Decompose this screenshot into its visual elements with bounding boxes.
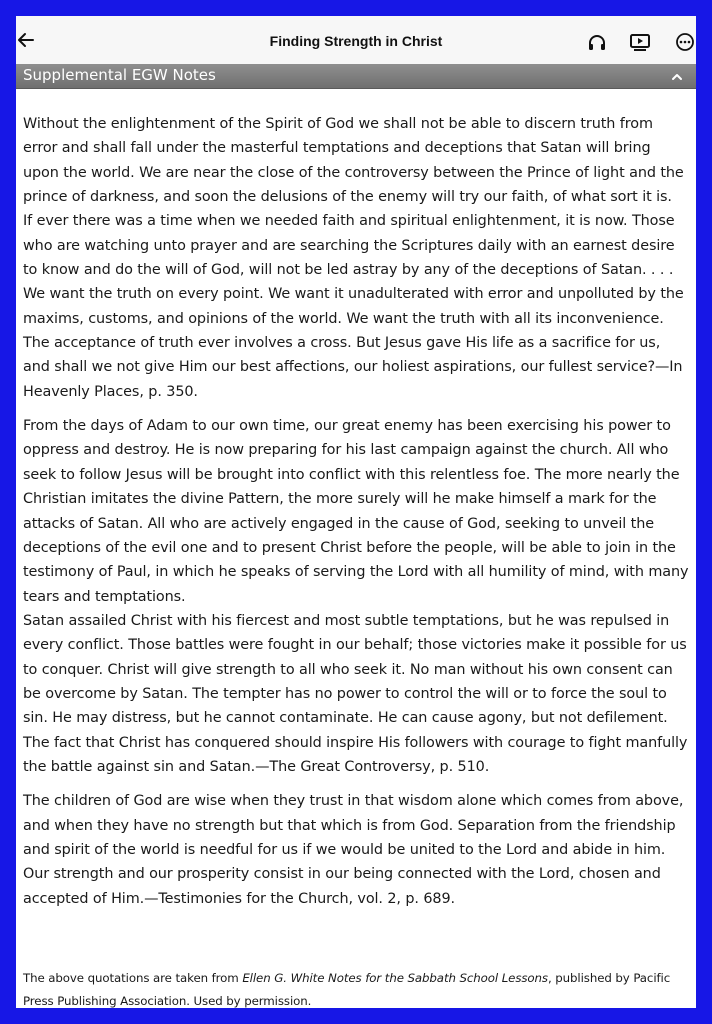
paragraph: Satan assailed Christ with his fiercest and most subtle temptations, but he was repulsed in every conflict. Those battles were fought in our behalf; those victories make it possible for us to conquer. Christ will give strength to all who seek it. No man without his own consent can be overcome by Satan. The tempter has no power to control the will or to force the soul to sin. He may distress, but he cannot contaminate. He can cause agony, but not defilement. The fact that Christ has conquered should inspire His followers with courage to fight manfully the battle against sin and Satan.—The Great Controversy, p. 510.: [23, 612, 688, 775]
attribution-footnote: [23, 967, 689, 1008]
paragraph: From the days of Adam to our own time, our great enemy has been exercising his power to oppress and destroy. He is now preparing for his last campaign against the church. All who seek to follow Jesus will be brought into conflict with this relentless foe. The more nearly the Christian imitates the divine Pattern, the more surely will he make himself a mark for the attacks of Satan. All who are actively engaged in the cause of God, seeking to unveil the deceptions of the evil one and to present Christ before the people, will be able to join in the testimony of Paul, in which he speaks of serving the Lord with all humility of mind, with many tears and temptations.: [23, 418, 689, 605]
play-video-icon[interactable]: [629, 32, 651, 52]
app-window: [16, 16, 696, 1008]
paragraph: The children of God are wise when they trust in that wisdom alone which comes from above, and when they have no strength but that which is from God. Separation from the friendship and spirit of the world is needful for us if we would be united to the Lord and abide in him. Our strength and our prosperity consist in our being connected with the Lord, chosen and accepted of Him.—Testimonies for the Church, vol. 2, p. 689.: [23, 793, 684, 907]
section-header[interactable]: [16, 64, 696, 89]
notes-content: [23, 112, 689, 911]
page-title: Finding Strength in Christ: [269, 33, 443, 49]
footnote-suffix: , published by Pacific Press Publishing Association. Used by permission.: [23, 971, 671, 1008]
top-navigation-bar: [16, 16, 696, 64]
chevron-up-icon[interactable]: [670, 69, 684, 83]
paragraph: Without the enlightenment of the Spirit of God we shall not be able to discern truth from error and shall fall under the masterful temptations and deceptions that Satan will bring upon the world. We are near the close of the controversy between the Prince of light and the prince of darkness, and soon the delusions of the enemy will try our faith, of what sort it is.: [23, 116, 684, 206]
paragraph: If ever there was a time when we needed faith and spiritual enlightenment, it is now. Those who are watching unto prayer and are searching the Scriptures daily with an earnest desire to know and do the will of God, will not be led astray by any of the deceptions of Satan. . . . We want the truth on every point. We want it unadulterated with error and unpolluted by the maxims, customs, and opinions of the world. We want the truth with all its inconvenience. The acceptance of truth ever involves a cross. But Jesus gave His life as a sacrifice for us, and shall we not give Him our best affections, our holiest aspirations, our fullest service?—In Heavenly Places, p. 350.: [23, 213, 684, 400]
footnote-book-title: Ellen G. White Notes for the Sabbath School Lessons: [242, 971, 548, 985]
section-title: Supplemental EGW Notes: [23, 66, 216, 84]
more-options-icon[interactable]: [674, 32, 696, 52]
footnote-prefix: The above quotations are taken from: [23, 971, 243, 985]
headphones-icon[interactable]: [586, 32, 608, 52]
